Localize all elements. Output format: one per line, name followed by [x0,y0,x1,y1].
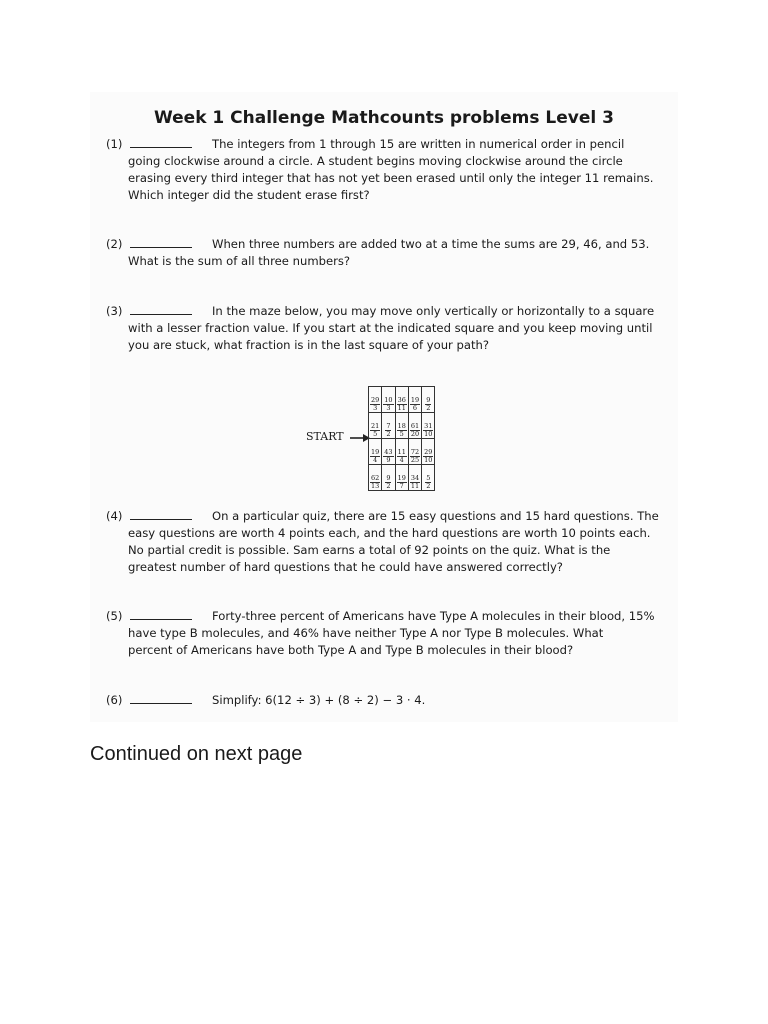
numerator: 36 [397,396,406,404]
fraction [410,397,420,412]
answer-blank [130,508,192,520]
maze-cell [369,439,382,465]
denominator: 2 [386,482,391,490]
denominator: 3 [373,404,378,412]
maze-cell [395,465,408,491]
maze-cell [395,439,408,465]
denominator: 10 [424,456,433,464]
denominator: 9 [386,456,391,464]
fraction [425,397,431,412]
denominator: 13 [371,482,380,490]
numerator: 34 [410,474,420,482]
numerator: 21 [371,422,380,430]
numerator: 62 [371,474,380,482]
denominator: 5 [373,430,378,438]
fraction [410,475,420,490]
fraction [385,423,391,438]
numerator: 10 [384,396,393,404]
numerator: 29 [371,396,380,404]
maze-cell [422,387,435,413]
denominator: 10 [424,430,433,438]
denominator: 2 [426,404,431,412]
fraction [410,423,420,438]
fraction [423,449,433,464]
fraction [383,397,393,412]
continued-note: Continued on next page [90,743,303,765]
denominator: 6 [412,404,418,412]
denominator: 4 [399,456,404,464]
maze-cell [382,387,395,413]
maze-row [369,413,435,439]
maze-cell [369,413,382,439]
fraction [370,449,380,464]
denominator: 11 [410,482,420,490]
denominator: 25 [410,456,420,464]
answer-blank [130,136,192,148]
maze-grid [368,386,435,491]
maze-cell [369,465,382,491]
answer-blank [130,303,192,315]
problem-6: (6) Simplify: 6(12 ÷ 3) + (8 ÷ 2) − 3 · 4. [106,693,426,707]
numerator: 19 [371,448,380,456]
denominator: 11 [397,404,406,412]
start-label: START [306,430,344,443]
maze-cell [408,387,421,413]
fraction [425,475,431,490]
problem-4: (4) On a particular quiz, there are 15 easy questions and 15 hard questions. The easy questions are worth 4 points each, and the hard questions are worth 10 points each. No partial credit is possible. Sam earns a total of 92 points on the quiz. What is the greatest number of hard questions that he could have answered correctly? [106,509,659,574]
answer-blank [130,692,192,704]
fraction [423,423,433,438]
denominator: 5 [399,430,404,438]
numerator: 7 [386,422,391,430]
maze-row [369,439,435,465]
maze-row [369,465,435,491]
maze-cell [422,413,435,439]
fraction [385,475,391,490]
worksheet-title: Week 1 Challenge Mathcounts problems Level 3 [154,108,614,128]
denominator: 2 [386,430,391,438]
problem-5: (5) Forty-three percent of Americans have Type A molecules in their blood, 15% have type B molecules, and 46% have neither Type A nor Type B molecules. What percent of Americans have both Type A and Type B molecules in their blood? [106,609,655,657]
answer-blank [130,236,192,248]
denominator: 4 [373,456,378,464]
fraction [370,423,380,438]
fraction [397,423,407,438]
denominator: 3 [386,404,391,412]
problem-1: (1) The integers from 1 through 15 are written in numerical order in pencil going clockwise around a circle. A student begins moving clockwise around the circle erasing every third integer that has not yet been erased until only the integer 11 remains. Which integer did the student erase first? [106,137,654,202]
maze-cell [422,439,435,465]
maze-row [369,387,435,413]
maze-cell [422,465,435,491]
numerator: 19 [397,474,406,482]
numerator: 5 [426,474,431,482]
maze-cell [395,387,408,413]
numerator: 19 [410,396,420,404]
numerator: 29 [424,448,433,456]
numerator: 18 [397,422,406,430]
problem-2: (2) When three numbers are added two at a time the sums are 29, 46, and 53. What is the sum of all three numbers? [106,237,650,268]
fraction [397,449,407,464]
fraction [397,475,407,490]
numerator: 9 [426,396,431,404]
denominator: 20 [410,430,420,438]
maze-cell [395,413,408,439]
maze-cell [382,465,395,491]
fraction [410,449,420,464]
numerator: 61 [410,422,420,430]
fraction [370,397,380,412]
arrow-right-icon [350,434,370,442]
maze-cell [369,387,382,413]
numerator: 9 [386,474,391,482]
fraction [397,397,407,412]
numerator: 31 [424,422,433,430]
numerator: 11 [397,448,406,456]
maze-cell [408,439,421,465]
maze-cell [382,439,395,465]
answer-blank [130,608,192,620]
maze-cell [408,413,421,439]
problem-3: (3) In the maze below, you may move only vertically or horizontally to a square with a lesser fraction value. If you start at the indicated square and you keep moving until you are stuck, what fraction is in the last square of your path? [106,304,655,352]
maze-cell [382,413,395,439]
denominator: 2 [426,482,431,490]
numerator: 43 [384,448,393,456]
fraction [370,475,380,490]
maze-cell [408,465,421,491]
numerator: 72 [410,448,420,456]
fraction [383,449,393,464]
denominator: 7 [399,482,404,490]
